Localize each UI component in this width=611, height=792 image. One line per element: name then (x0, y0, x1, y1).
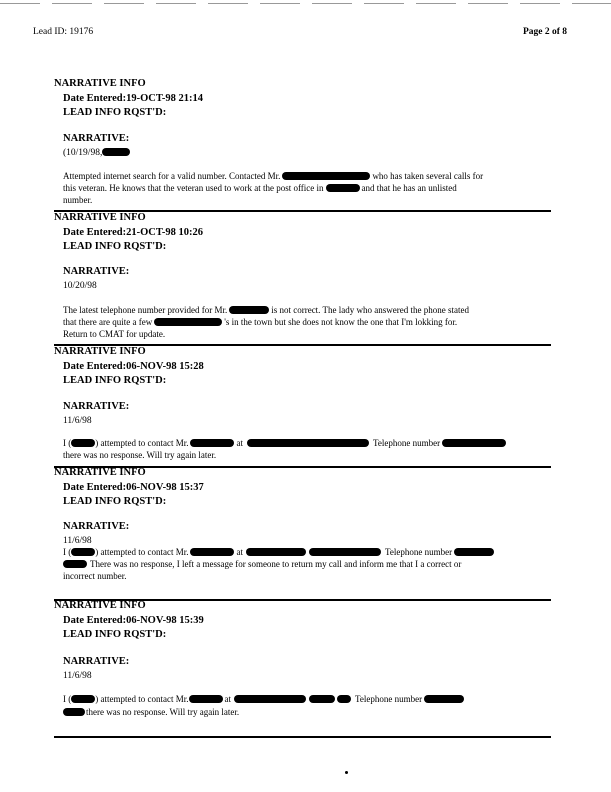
redaction (454, 548, 494, 556)
lead-info-label: LEAD INFO RQST'D: (63, 107, 167, 118)
redaction (190, 439, 234, 447)
narrative-line: there was no response. Will try again later. (63, 450, 217, 460)
narrative-label: NARRATIVE: (63, 656, 130, 667)
narrative-line: There was no response, I left a message for someone to return my call and inform me that I a correct or (63, 559, 461, 570)
redaction (71, 695, 95, 703)
narrative-date: (10/19/98, (63, 148, 130, 158)
redaction (247, 439, 369, 447)
narrative-line: this veteran. He knows that the veteran used to work at the post office in and that he has an unlisted (63, 183, 457, 193)
redaction (102, 148, 130, 156)
redaction (63, 708, 85, 716)
section-title: NARRATIVE INFO (54, 78, 146, 89)
page-number: Page 2 of 8 (523, 27, 568, 37)
narrative-line: incorrect number. (63, 571, 127, 581)
narrative-line: Attempted internet search for a valid number. Contacted Mr. who has taken several calls for (63, 171, 484, 181)
date-entered: Date Entered:19-OCT-98 21:14 (63, 93, 203, 104)
narrative-line: I ( ) attempted to contact Mr. at Telephone number (63, 694, 464, 705)
redaction (442, 439, 506, 447)
scan-top-edge (0, 3, 611, 4)
lead-info-label: LEAD INFO RQST'D: (63, 629, 167, 640)
section-divider (54, 736, 551, 738)
redaction (154, 318, 222, 326)
redaction (246, 548, 306, 556)
section-title: NARRATIVE INFO (54, 467, 146, 478)
section-title: NARRATIVE INFO (54, 600, 146, 611)
date-entered: Date Entered:06-NOV-98 15:39 (63, 615, 204, 626)
narrative-date: 11/6/98 (63, 536, 92, 546)
section-title: NARRATIVE INFO (54, 346, 146, 357)
redaction (282, 172, 370, 180)
lead-info-label: LEAD INFO RQST'D: (63, 496, 167, 507)
narrative-label: NARRATIVE: (63, 266, 130, 277)
redaction (63, 560, 87, 568)
date-entered: Date Entered:06-NOV-98 15:28 (63, 361, 204, 372)
narrative-label: NARRATIVE: (63, 133, 130, 144)
redaction (71, 548, 95, 556)
redaction (337, 695, 351, 703)
narrative-label: NARRATIVE: (63, 401, 130, 412)
redaction (309, 695, 335, 703)
narrative-line: number. (63, 195, 93, 205)
narrative-line: that there are quite a few 's in the town but she does not know the one that I'm lokking for. (63, 317, 458, 327)
narrative-line: there was no response. Will try again later. (63, 707, 239, 718)
narrative-date: 11/6/98 (63, 416, 92, 426)
narrative-line: The latest telephone number provided for Mr. is not correct. The lady who answered the phone stated (63, 305, 469, 315)
redaction (229, 306, 269, 314)
redaction (71, 439, 95, 447)
redaction (234, 695, 306, 703)
redaction (326, 184, 360, 192)
lead-id: Lead ID: 19176 (33, 27, 94, 37)
narrative-date: 11/6/98 (63, 671, 92, 681)
narrative-label: NARRATIVE: (63, 521, 130, 532)
date-entered: Date Entered:21-OCT-98 10:26 (63, 227, 203, 238)
narrative-line: I ( ) attempted to contact Mr. at Telephone number (63, 547, 494, 558)
lead-info-label: LEAD INFO RQST'D: (63, 375, 167, 386)
narrative-date: 10/20/98 (63, 281, 97, 291)
section-title: NARRATIVE INFO (54, 212, 146, 223)
redaction (189, 695, 223, 703)
redaction (309, 548, 381, 556)
date-entered: Date Entered:06-NOV-98 15:37 (63, 482, 204, 493)
redaction (190, 548, 234, 556)
scan-speck (345, 771, 348, 774)
narrative-line: Return to CMAT for update. (63, 329, 166, 339)
narrative-line: I ( ) attempted to contact Mr. at Telephone number (63, 438, 506, 449)
redaction (424, 695, 464, 703)
lead-info-label: LEAD INFO RQST'D: (63, 241, 167, 252)
